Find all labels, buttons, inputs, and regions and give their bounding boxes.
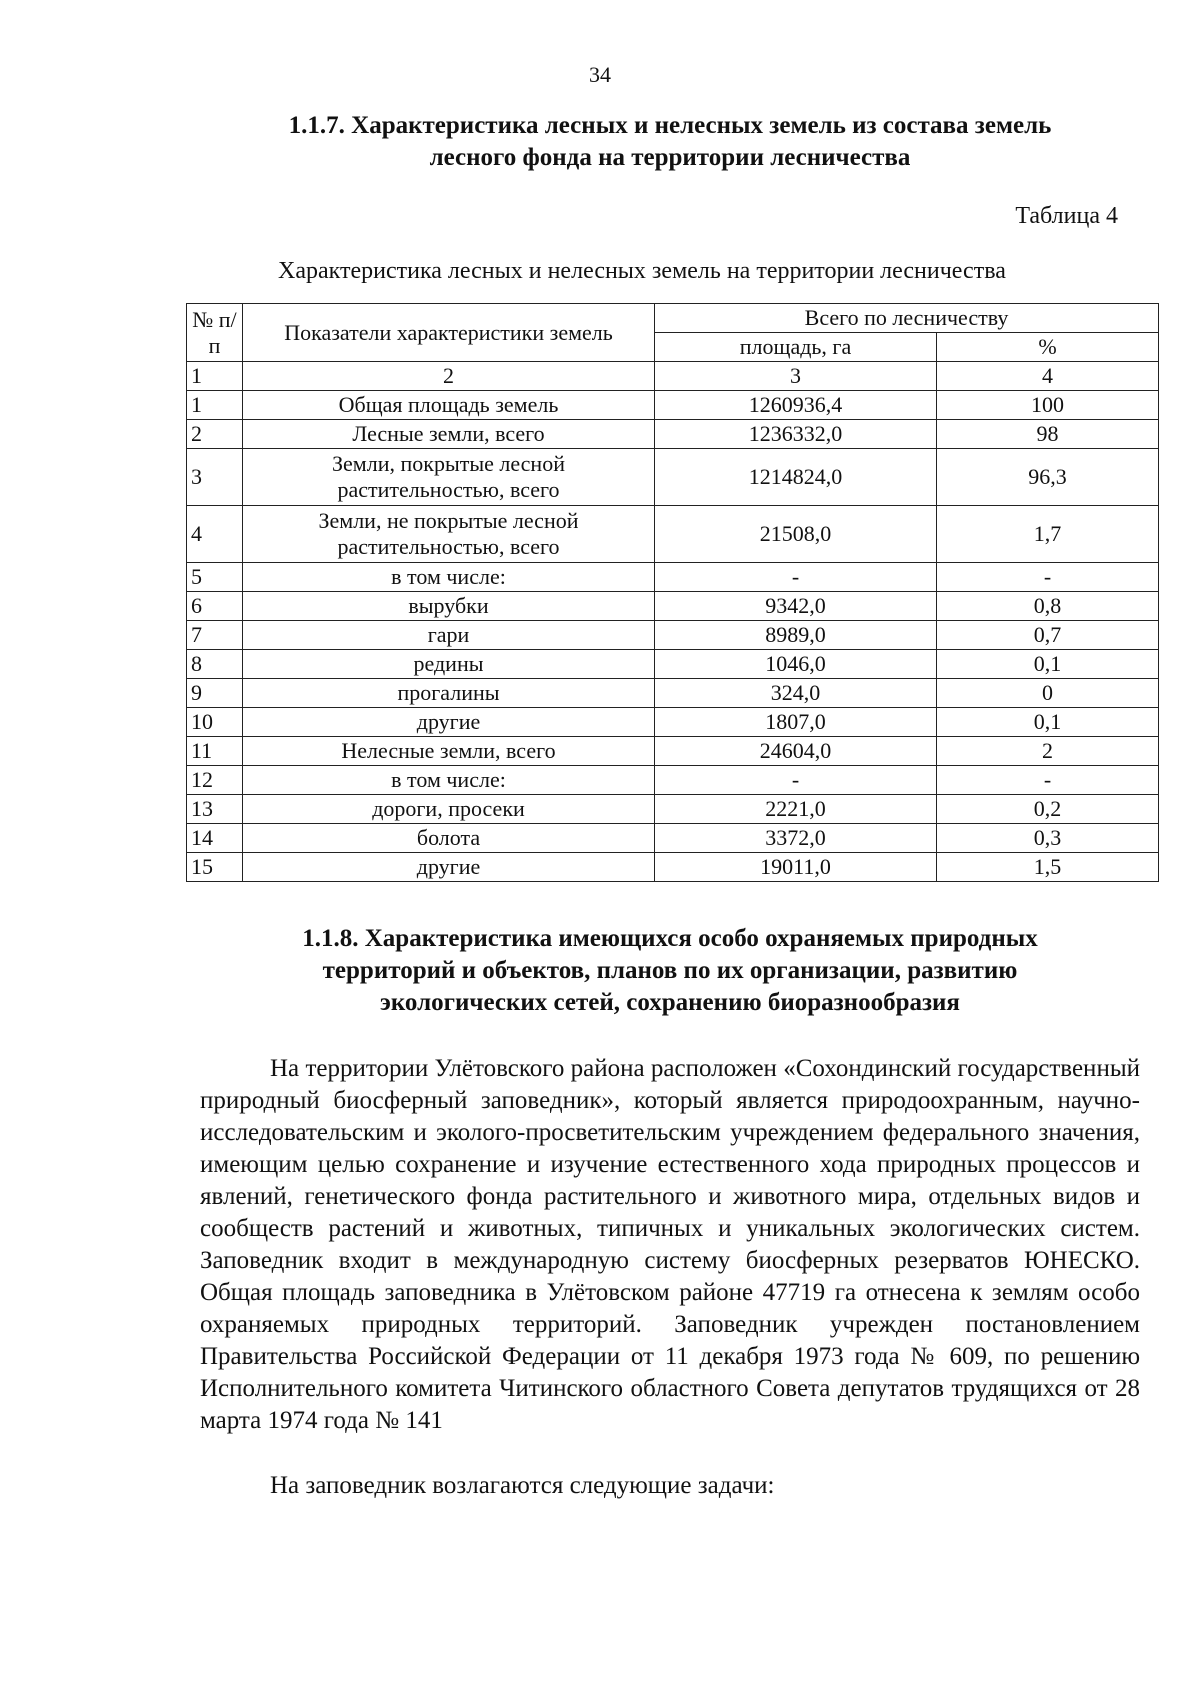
table-row [187, 824, 1159, 853]
row-number: 10 [187, 708, 243, 737]
row-indicator: дороги, просеки [243, 795, 655, 824]
row-area: - [655, 766, 937, 795]
row-area: 24604,0 [655, 737, 937, 766]
row-area: 3372,0 [655, 824, 937, 853]
section-heading-line: лесного фонда на территории лесничества [429, 144, 911, 171]
section-heading-line: 1.1.8. Характеристика имеющихся особо охраняемых природных [302, 925, 1038, 952]
section-heading-line: территорий и объектов, планов по их организации, развитию [322, 957, 1018, 984]
row-area: 1236332,0 [655, 420, 937, 449]
header-num: № п/п [187, 304, 243, 362]
row-percent: 0,1 [937, 708, 1159, 737]
row-number: 8 [187, 650, 243, 679]
row-area: - [655, 563, 937, 592]
table-caption: Характеристика лесных и нелесных земель на территории лесничества [278, 258, 1006, 284]
row-number: 11 [187, 737, 243, 766]
row-number: 7 [187, 621, 243, 650]
row-percent: 0,7 [937, 621, 1159, 650]
row-percent: 0,3 [937, 824, 1159, 853]
row-indicator: другие [243, 708, 655, 737]
row-indicator: прогалины [243, 679, 655, 708]
row-percent: 96,3 [937, 449, 1159, 506]
row-indicator: Нелесные земли, всего [243, 737, 655, 766]
row-percent: 2 [937, 737, 1159, 766]
row-number: 15 [187, 853, 243, 882]
row-area: 1046,0 [655, 650, 937, 679]
row-indicator: вырубки [243, 592, 655, 621]
row-area: 1260936,4 [655, 391, 937, 420]
paragraph-tasks-intro: На заповедник возлагаются следующие задачи: [270, 1472, 775, 1499]
row-number: 14 [187, 824, 243, 853]
table-row [187, 621, 1159, 650]
table-row [187, 592, 1159, 621]
row-indicator: редины [243, 650, 655, 679]
section-heading-line: экологических сетей, сохранению биоразнообразия [380, 989, 960, 1016]
table-row [187, 391, 1159, 420]
row-indicator: гари [243, 621, 655, 650]
row-number: 13 [187, 795, 243, 824]
row-percent: 1,7 [937, 506, 1159, 563]
row-area: 1214824,0 [655, 449, 937, 506]
table-row [187, 708, 1159, 737]
table-row [187, 737, 1159, 766]
column-number: 2 [243, 362, 655, 391]
row-percent: 0 [937, 679, 1159, 708]
row-indicator: в том числе: [243, 766, 655, 795]
row-area: 21508,0 [655, 506, 937, 563]
section-heading-1-1-7 [200, 110, 1140, 174]
row-indicator: в том числе: [243, 563, 655, 592]
row-indicator: Лесные земли, всего [243, 420, 655, 449]
header-total: Всего по лесничеству [655, 304, 1159, 333]
header-indicator: Показатели характеристики земель [243, 304, 655, 362]
header-percent: % [937, 333, 1159, 362]
row-number: 6 [187, 592, 243, 621]
row-area: 2221,0 [655, 795, 937, 824]
row-indicator: Земли, покрытые лесной растительностью, всего [243, 449, 655, 506]
table-row [187, 766, 1159, 795]
row-percent: 0,1 [937, 650, 1159, 679]
row-percent: - [937, 766, 1159, 795]
table-label: Таблица 4 [1015, 203, 1118, 229]
row-indicator: другие [243, 853, 655, 882]
row-percent: 0,2 [937, 795, 1159, 824]
section-heading-line: 1.1.7. Характеристика лесных и нелесных земель из состава земель [288, 112, 1052, 139]
land-characteristics-table [186, 303, 1159, 882]
page-number: 34 [589, 62, 611, 87]
table-row [187, 449, 1159, 506]
row-percent: 100 [937, 391, 1159, 420]
column-number: 1 [187, 362, 243, 391]
row-area: 8989,0 [655, 621, 937, 650]
row-percent: 1,5 [937, 853, 1159, 882]
table-row [187, 420, 1159, 449]
row-number: 1 [187, 391, 243, 420]
row-number: 12 [187, 766, 243, 795]
row-indicator: Земли, не покрытые лесной растительностью, всего [243, 506, 655, 563]
row-percent: 98 [937, 420, 1159, 449]
row-number: 9 [187, 679, 243, 708]
row-area: 9342,0 [655, 592, 937, 621]
table-row [187, 795, 1159, 824]
row-area: 1807,0 [655, 708, 937, 737]
row-percent: 0,8 [937, 592, 1159, 621]
section-heading-1-1-8 [200, 923, 1140, 1019]
table-row [187, 506, 1159, 563]
table-row [187, 679, 1159, 708]
row-number: 5 [187, 563, 243, 592]
row-number: 3 [187, 449, 243, 506]
header-area: площадь, га [655, 333, 937, 362]
table-row [187, 563, 1159, 592]
row-number: 4 [187, 506, 243, 563]
column-number: 4 [937, 362, 1159, 391]
row-area: 19011,0 [655, 853, 937, 882]
paragraph-reserve-description: На территории Улётовского района расположен «Сохондинский государственный природный биосферный заповедник», который является природоохранным, научно-исследовательским и эколого-просветительским учреждением федерального значения, имеющим целью сохранение и изучение естественного хода природных процессов и явлений, генетического фонда растительного и животного мира, отдельных видов и сообществ растений и животных, типичных и уникальных экологических систем. Заповедник входит в международную систему биосферных резерватов ЮНЕСКО. Общая площадь заповедника в Улётовском районе 47719 га отнесена к землям особо охраняемых природных территорий. Заповедник учрежден постановлением Правительства Российской Федерации от 11 декабря 1973 года № 609, по решению Исполнительного комитета Читинского областного Совета депутатов трудящихся от 28 марта 1974 года № 141 [200, 1055, 1140, 1434]
table-row [187, 853, 1159, 882]
row-indicator: Общая площадь земель [243, 391, 655, 420]
row-indicator: болота [243, 824, 655, 853]
column-number: 3 [655, 362, 937, 391]
row-percent: - [937, 563, 1159, 592]
column-number-row [187, 362, 1159, 391]
table-row [187, 650, 1159, 679]
row-area: 324,0 [655, 679, 937, 708]
row-number: 2 [187, 420, 243, 449]
